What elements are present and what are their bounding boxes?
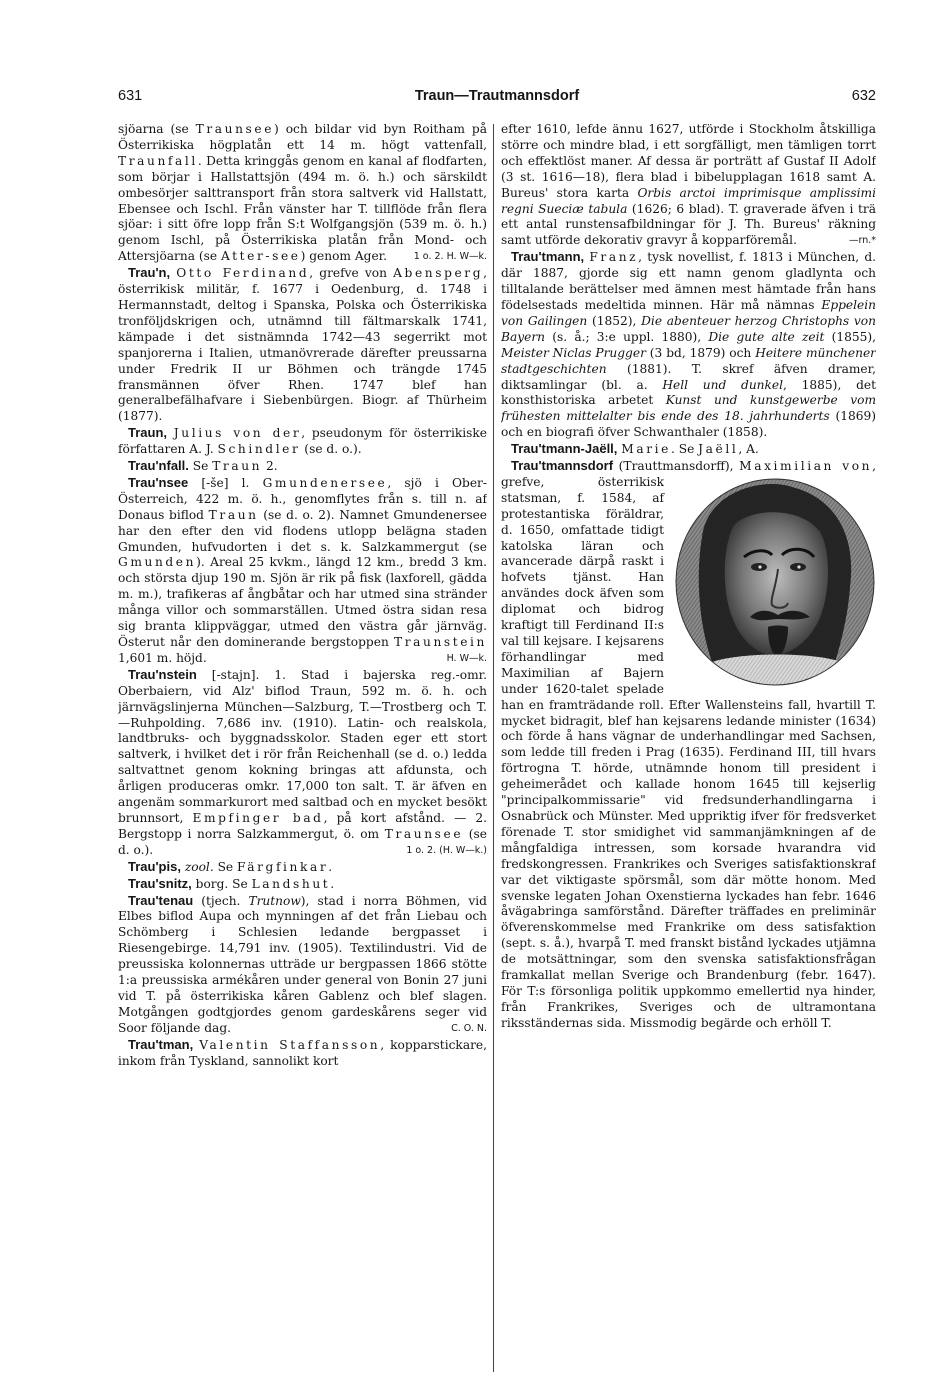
text-run: borg. Se — [191, 876, 252, 891]
text-run: ), stad i norra Böhmen, vid Elbes biflod Aupa och mynningen af det från Liebau och Schömberg i Schlesien ledande bergpasset i Riesengebirge. 14,791 inv. (1905). Textilindustri. Vid de preussiska kolonnernas utträde ur bergpassen 1866 stötte 1:a preussiska armékåren under general von Bonin 27 juni vid T. på österrikiska kåren Gablenz och blef slagen. Motgången godtgjordes genom gardeskårens seger vid Soor följande dag. — [118, 893, 487, 1035]
text-run: efter 1610, lefde ännu 1627, utförde i Stockholm åtskilliga större och mindre blad, i ett sorgfälligt, men tämligen torrt och effektlöst maner. Af dessa är porträtt af Gustaf II Adolf (3 st. 1616—18), flera blad i bibelupplagan 1618 samt A. Bureus' stora karta — [501, 122, 876, 200]
entry-traunfall — [118, 458, 487, 475]
text-run: 1,601 m. höjd. — [118, 650, 207, 665]
spaced-text: Traunfall — [118, 153, 198, 168]
spaced-text: Traunsee — [195, 122, 275, 136]
text-run: (tjech. — [193, 893, 249, 908]
author-signature: —rn.* — [848, 235, 876, 247]
text-run: (s. å.; 3:e uppl. 1880), — [545, 329, 709, 344]
text-run: , 1885), det konsthistoriska arbetet — [501, 377, 876, 408]
headword: Trau'nstein — [128, 666, 197, 682]
text-run: Se — [188, 459, 213, 474]
headword: Trau'tmann, — [511, 249, 585, 265]
italic-text: Die gute alte zeit — [708, 329, 825, 344]
left-page-number: 631 — [118, 88, 143, 104]
portrait-engraving — [672, 477, 876, 687]
spaced-text: Landshut — [251, 876, 331, 891]
portrait-svg — [672, 477, 876, 687]
author-signature: H. W—k. — [446, 652, 487, 664]
spaced-text: Abensperg — [393, 266, 484, 281]
text-run: , sjö i Ober-Österreich, 422 m. ö. h., genomflytes från s. till n. af Donaus biflod — [118, 475, 487, 522]
spaced-text: Empfinger bad — [192, 810, 324, 825]
column-divider — [493, 124, 494, 1372]
entry-traun-otto — [118, 265, 487, 425]
italic-text: Hell und dunkel — [662, 377, 784, 392]
headword: Trau'tenau — [128, 892, 194, 908]
headword: Trau'nsee — [128, 474, 189, 490]
author-signature: 1 o. 2. (H. W—k.) — [406, 844, 487, 856]
text-run: (Trauttmansdorff), — [613, 459, 740, 474]
running-title: Traun—Trautmannsdorf — [414, 88, 580, 104]
headword: Traun, — [128, 425, 168, 441]
text-run: , på kort afstånd. — 2. Bergstopp i norra Salzkammergut, ö. om — [118, 810, 487, 841]
italic-text: Trutnow — [248, 893, 301, 908]
entry-trautenau — [118, 893, 487, 1037]
text-run: (1881). T. skref äfven dramer, diktsamlingar (bl. a. — [501, 361, 876, 392]
headword: Trau'tmann-Jaëll, — [511, 441, 618, 457]
text-run: (1869) och en biografi öfver Schwanthaler (1858). — [501, 409, 876, 440]
text-run: (1852), — [587, 313, 642, 328]
headword: Trau'snitz, — [128, 875, 192, 891]
text-run: 2. — [262, 459, 278, 474]
text-run: ) genom Ager. — [300, 249, 388, 264]
spaced-text: Gmunden — [118, 555, 197, 570]
spaced-text: Traunsee — [384, 826, 464, 841]
left-column — [118, 122, 487, 1372]
italic-text: Meister Niclas Prugger — [501, 345, 646, 360]
author-signature: C. O. N. — [451, 1022, 487, 1034]
entry-trautmann-franz — [501, 249, 876, 441]
spaced-text: Maximilian von — [739, 459, 873, 474]
text-run: (3 bd, 1879) och — [645, 345, 756, 360]
spaced-text: Otto Ferdinand — [176, 266, 310, 281]
italic-text: zool. — [184, 859, 214, 874]
text-run: . Detta kringgås genom en kanal af flodfarten, som börjar i Hallstattsjön (494 m. ö. h.) och särskildt ombesörjer salttransport från stora saltverk vid Hallstatt, Ebensee och Ischl. Från vänster har T. tillflöde från flera sjöar: i sitt öfre lopp från S:t Wolfgangsjön (539 m. ö. h.) genom Ischl, på Österrikiska platån från Mond- och Attersjöarna (se — [118, 153, 487, 264]
text-run: ) och bildar vid byn Roitham på Österrikiska högplatån ett 14 m. högt vattenfall, — [118, 122, 487, 152]
spaced-text: Atter-see — [220, 249, 301, 264]
headword: Trau'tman, — [128, 1036, 194, 1052]
right-page-number: 632 — [851, 88, 876, 104]
spaced-text: Färgfinkar — [237, 859, 329, 874]
entry-trausnitz — [118, 876, 487, 893]
text-run: (1855), — [824, 329, 876, 344]
text-run: [-stajn]. 1. Stad i bajerska reg.-omr. Oberbaiern, vid Alz' biflod Traun, 592 m. ö. h. och järnvägslinjerna München—Salzburg, T.—Trostberg och T.—Ruhpolding. 7,686 inv. (1910). Latin- och realskola, landtbruks- och byggnadsskolor. Staden eger ett stort saltverk, i hvilket det i rör från Reichenhall (se d. o.) ledda saltvattnet genom kokning bringas att afdunsta, och årligen produceras omkr. 17,000 ton salt. T. är äfven en angenäm sommarkurort med saltbad och en mycket besökt brunnsort, — [118, 667, 487, 825]
spaced-text: Julius von der — [173, 426, 302, 441]
text-run: ). Areal 25 kvkm., längd 12 km., bredd 3 km. och största djup 190 m. Sjön är rik på fisk (laxforell, gädda m. m.), trafikeras af ångbåtar och har utmed sina stränder många villor och sommarställen. Utmed östra sidan resa sig branta klippväggar, utmed den västra går järnväg. Österut når den dominerande bergstoppen — [118, 555, 487, 649]
entry-traupis — [118, 859, 487, 876]
text-run: , grefve von — [309, 266, 394, 281]
text-run: . Se — [670, 442, 699, 457]
headword: Trau'pis, — [128, 858, 181, 874]
entry-trautman-valentin — [118, 1037, 487, 1070]
text-run: (se d. o. 2). Namnet Gmundenersee har den efter den vid flodens utlopp belägna staden Gmunden, hufvudorten i det s. k. Salzkammergut (se — [118, 507, 487, 554]
italic-text: Kunst und kunstgewerbe vom frühesten mittelalter bis ende des 18. jahrhunderts — [501, 393, 876, 424]
text-run: , kopparstickare, inkom från Tyskland, sannolikt kort — [118, 1037, 487, 1068]
italic-text: Eppelein von Gailingen — [501, 297, 876, 328]
text-run: . — [330, 876, 335, 891]
headword: Trau'tmannsdorf — [511, 458, 614, 474]
text-run: sjöarna (se — [118, 122, 196, 136]
text-run: , österrikisk militär, f. 1677 i Oedenburg, d. 1748 i Hermannstadt, deltog i Spanska, Polska och Österrikiska tronföljdskrigen och, utnämnd till fältmarskalk 1741, kämpade i det sistnämnda 1742—43 segerrikt mot spanjorerna i Italien, utmanövrerade därefter preussarna under Fredrik II ur Böhmen och trängde 1745 fransmännen öfver Rhen. 1747 blef han generalbefälhafvare i Siebenbürgen. Biogr. af Thürheim (1877). — [118, 266, 487, 424]
entry-trautmann-jaell — [501, 441, 876, 458]
text-run: (se d. o.). — [300, 442, 362, 457]
page-header — [118, 88, 876, 110]
spaced-text: Traunstein — [393, 635, 487, 649]
spaced-text: Marie — [621, 442, 671, 457]
spaced-text: Schindler — [217, 442, 301, 457]
spaced-text: Traun — [212, 459, 263, 474]
italic-text: Heitere münchener stadtgeschichten — [501, 345, 876, 376]
spaced-text: Traun — [208, 507, 259, 522]
entry-trautman-continued — [501, 122, 876, 249]
text-run: , A. — [738, 442, 759, 457]
text-run: (1626; 6 blad). T. graverade äfven i trä ett antal runstensafbildningar för J. Th. Bureus' räkning samt utförde dekorativ gravyr å kopparföremål. — [501, 201, 876, 248]
text-run: , tysk novellist, f. 1813 i München, d. där 1887, gjorde sig ett namn genom gladlynta och tilltalande berättelser med ämnen mest hämtade från hans födelsestads medeltida minnen. Här må nämnas — [501, 250, 876, 312]
spaced-text: Jaëll — [698, 442, 739, 457]
italic-text: Orbis arctoi imprimisque amplissimi regni Sueciæ tabula — [501, 185, 876, 216]
headword: Trau'nfall. — [128, 458, 189, 474]
author-signature: 1 o. 2. H. W—k. — [413, 251, 487, 263]
spaced-text: Valentin Staffansson — [199, 1037, 381, 1052]
headword: Trau'n, — [128, 265, 171, 281]
right-column — [501, 122, 876, 1372]
italic-text: Die abenteuer herzog Christophs von Bayern — [501, 313, 876, 344]
text-run: [-še] l. — [188, 475, 263, 490]
text-run: , pseudonym för österrikiske författaren A. J. — [118, 426, 487, 457]
entry-trautmannsdorf — [501, 458, 876, 1032]
spaced-text: Gmundenersee — [262, 475, 388, 490]
entry-traun-julius — [118, 425, 487, 458]
entry-traun-continued — [118, 122, 487, 265]
entry-traunstein — [118, 667, 487, 859]
text-run: , grefve, österrikisk statsman, f. 1584, af protestantiska föräldrar, d. 1650, omfattade tidigt katolska läran och avancerade därpå raskt i hofvets tjänst. Han användes dock äfven som diplomat och bidrog kraftigt till Ferdinand II:s val till kejsare. I kejsarens förhandlingar med Maximilian af Bajern under 1620-talet spelade han en framträdande roll. Efter Wallensteins fall, hvartill T. mycket bidragit, blef han kejsarens ledande minister (1634) och förde å hans vägnar de underhandlingar med Sachsen, som ledde till freden i Prag (1635). Ferdinand III, till hvars förtrogna T. hörde, utnämnde honom till president i geheimerådet och kallade honom 1645 till kejserlig "principalkommissarie" vid fredsunderhandlingarna i Osnabrück och Münster. Med uppriktig ifver för fredsverket förenade T. stor smidighet vid sammanjämkningen af de mångfaldiga intressen, som korsade hvarandra vid fredskongressen. Frankrikes och Sveriges satisfaktionskraf var det viktigaste spörsmål, som där mötte honom. Med svenske legaten Johan Oxenstierna lyckades han febr. 1646 åvägabringa samförstånd. Därefter träffades en preliminär öfverenskommelse med Frankrike om dess satisfaktion (sept. s. å.), hvarpå T. med franskt bistånd lyckades utjämna de motsättningar, som den svenska satisfaktionsfrågan framkallat mellan Sverige och Brandenburg (febr. 1647). För T:s försonliga politik uppkommo emellertid nya hinder, från Frankrikes, Sveriges och de ultramontana riksständernas sida. Missmodig begärde och erhöll T. — [501, 459, 876, 1030]
spaced-text: Franz — [589, 250, 639, 265]
text-run: . — [328, 859, 333, 874]
entry-traunsee — [118, 475, 487, 667]
text-run: (se d. o.). — [118, 826, 487, 857]
text-run: Se — [213, 859, 238, 874]
